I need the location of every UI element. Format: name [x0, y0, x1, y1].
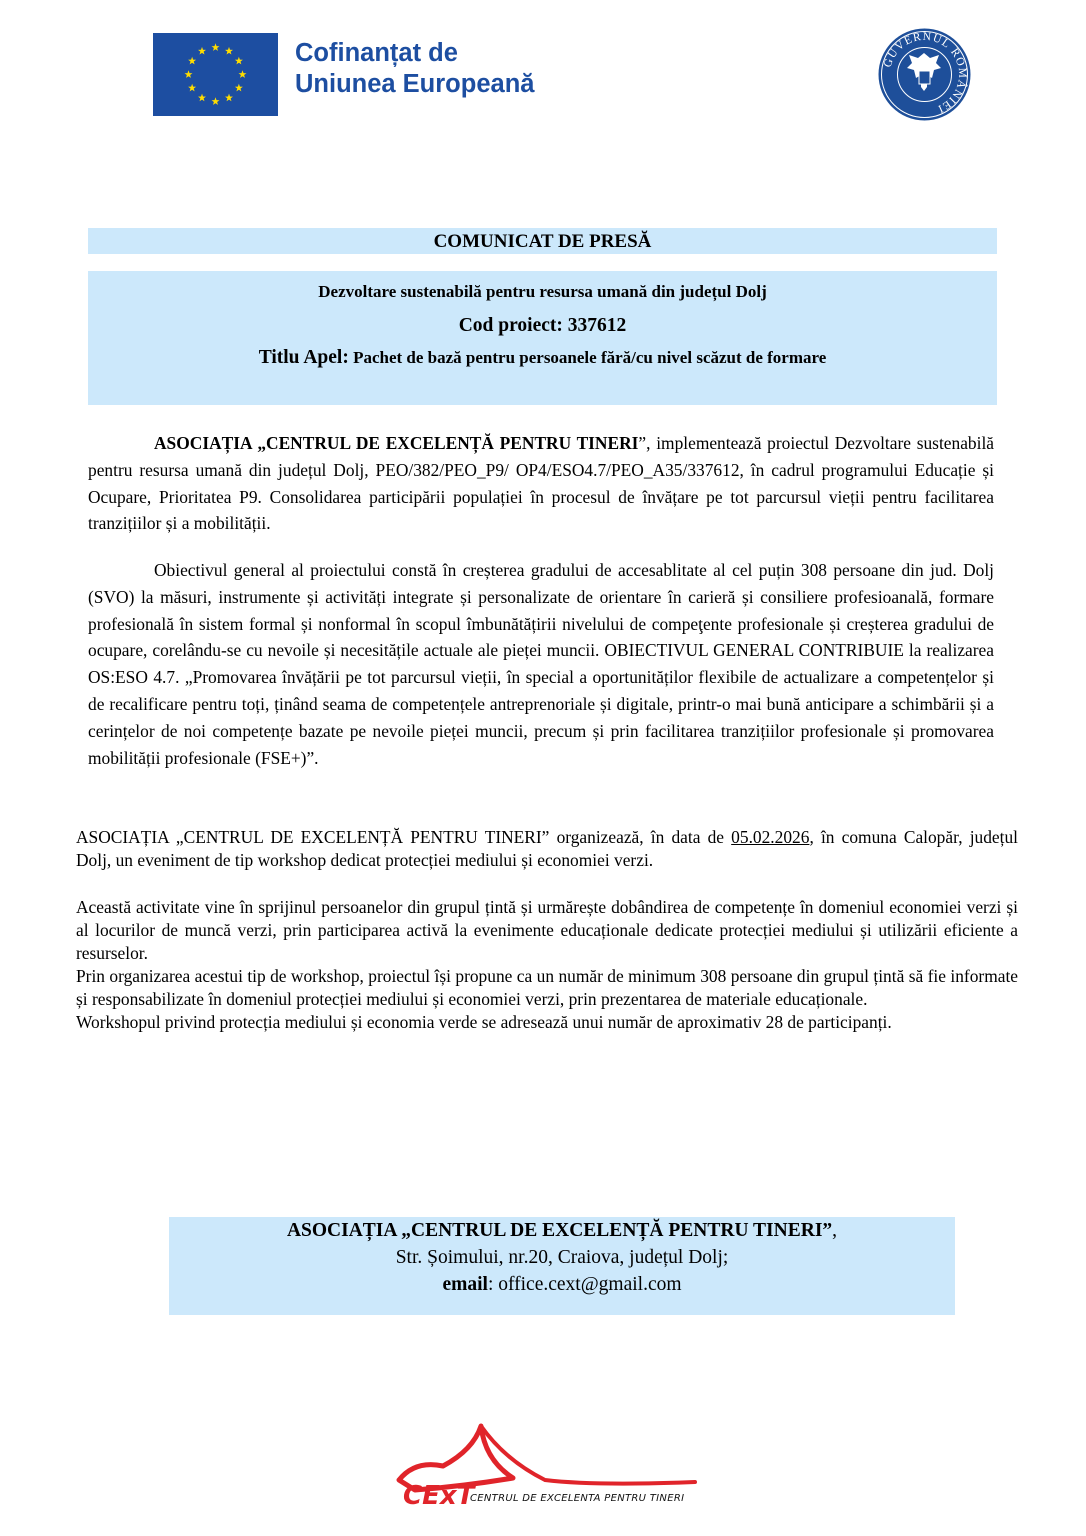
government-seal-logo [877, 27, 972, 122]
paragraph-intro [88, 430, 994, 537]
paragraph-objective-text: Obiectivul general al proiectului constă în creșterea gradului de accesablitate al cel puțin 308 persoane din jud. Dolj (SVO) la măsuri, instrumente și activități integrate și personalizate de orientare în carieră și consiliere profesioanală, formare profesională în sistem formal și nonformal în scopul îmbunătățirii nivelului de compeţente profesionale și creșterea gradului de ocupare, corelându-se cu nevoile și necesitățile actuale ale pieței muncii. OBIECTIVUL GENERAL CONTRIBUIE la realizarea OS:ESO 4.7. „Promovarea învățării pe tot parcursul vieții, în special a oportunităților flexibile de actualizare a competențelor și de recalificare pentru toți, ținând seama de competențele antreprenoriale și digitale, printr-o mai bună anticipare a schimbării și a cerințelor de noi competențe bazate pe nevoile pieței muncii, precum și prin facilitarea tranzițiilor profesionale și promovarea mobilității profesionale (FSE+)”. [88, 560, 994, 768]
contact-email[interactable]: : office.cext@gmail.com [487, 1274, 682, 1295]
paragraph-intro-text: ”, implementează proiectul Dezvoltare sustenabilă pentru resursa umană din județul Dolj, PEO/382/PEO_P9/ OP4/ESO4.7/PEO_A35/337612, în cadrul programului Educație și Ocupare, Prioritatea P9. Consolidarea participării populației în procesul de învățare pe tot parcursul vieții pentru facilitarea tranzițiilor și a mobilității. [88, 433, 994, 534]
project-info-box [88, 271, 997, 405]
call-title [88, 346, 997, 370]
press-release-title: COMUNICAT DE PRESĂ [88, 228, 997, 254]
paragraph-event [76, 826, 1018, 872]
cext-logo-mark: CExT [403, 1481, 475, 1511]
eu-cofinancing-text [295, 38, 534, 100]
activity-text-c: Workshopul privind protecția mediului și economia verde se adresează unui număr de aproximativ 28 de participanți. [76, 1012, 892, 1032]
activity-text-b: Prin organizarea acestui tip de workshop, proiectul își propune ca un număr de minimum 308 persoane din grupul țintă să fie informate și responsabilizate în domeniul protecției mediului și economiei verzi, prin prezentarea de materiale educaționale. [76, 966, 1018, 1009]
call-title-label: Titlu Apel: [258, 347, 349, 368]
eu-text-line1: Cofinanțat de [295, 39, 458, 67]
contact-org: ASOCIAȚIA „CENTRUL DE EXCELENȚĂ PENTRU TINERI” [286, 1220, 833, 1241]
event-date: 05.02.2026 [731, 827, 810, 847]
contact-org-suffix: , [832, 1220, 838, 1241]
eu-flag-logo [153, 33, 278, 116]
org-name-bold: ASOCIAȚIA „CENTRUL DE EXCELENȚĂ PENTRU TINERI [154, 433, 639, 453]
paragraph-activity [76, 896, 1018, 1034]
contact-email-line [169, 1271, 955, 1298]
seal-text: GUVERNUL ROMÂNIEI [881, 30, 969, 116]
paragraph-objective [88, 557, 994, 771]
project-name: Dezvoltare sustenabilă pentru resursa umană din județul Dolj [318, 282, 767, 301]
call-title-value: Pachet de bază pentru persoanele fără/cu nivel scăzut de formare [348, 348, 827, 367]
project-code: Cod proiect: 337612 [458, 315, 627, 336]
contact-address: Str. Șoimului, nr.20, Craiova, județul Dolj; [395, 1247, 729, 1268]
activity-text-a: Această activitate vine în sprijinul persoanelor din grupul țintă și urmărește dobândirea de competențe în domeniul economiei verzi și al locurilor de muncă verzi, prin participarea activă la evenimente educaționale dedicate protecției mediului și utilizării eficiente a resurselor. [76, 897, 1018, 963]
event-text-a: ASOCIAȚIA „CENTRUL DE EXCELENȚĂ PENTRU TINERI” organizează, în data de [76, 827, 732, 847]
event-text-b: , în comuna Calopăr, județul Dolj, un eveniment de tip workshop dedicat protecției mediului și economiei verzi. [76, 827, 1019, 870]
cext-logo-tagline: CENTRUL DE EXCELENTA PENTRU TINERI [470, 1493, 685, 1504]
contact-email-label: email [442, 1274, 488, 1295]
eu-text-line2: Uniunea Europeană [295, 70, 535, 98]
contact-box [169, 1217, 955, 1315]
contact-org-line [169, 1217, 955, 1244]
